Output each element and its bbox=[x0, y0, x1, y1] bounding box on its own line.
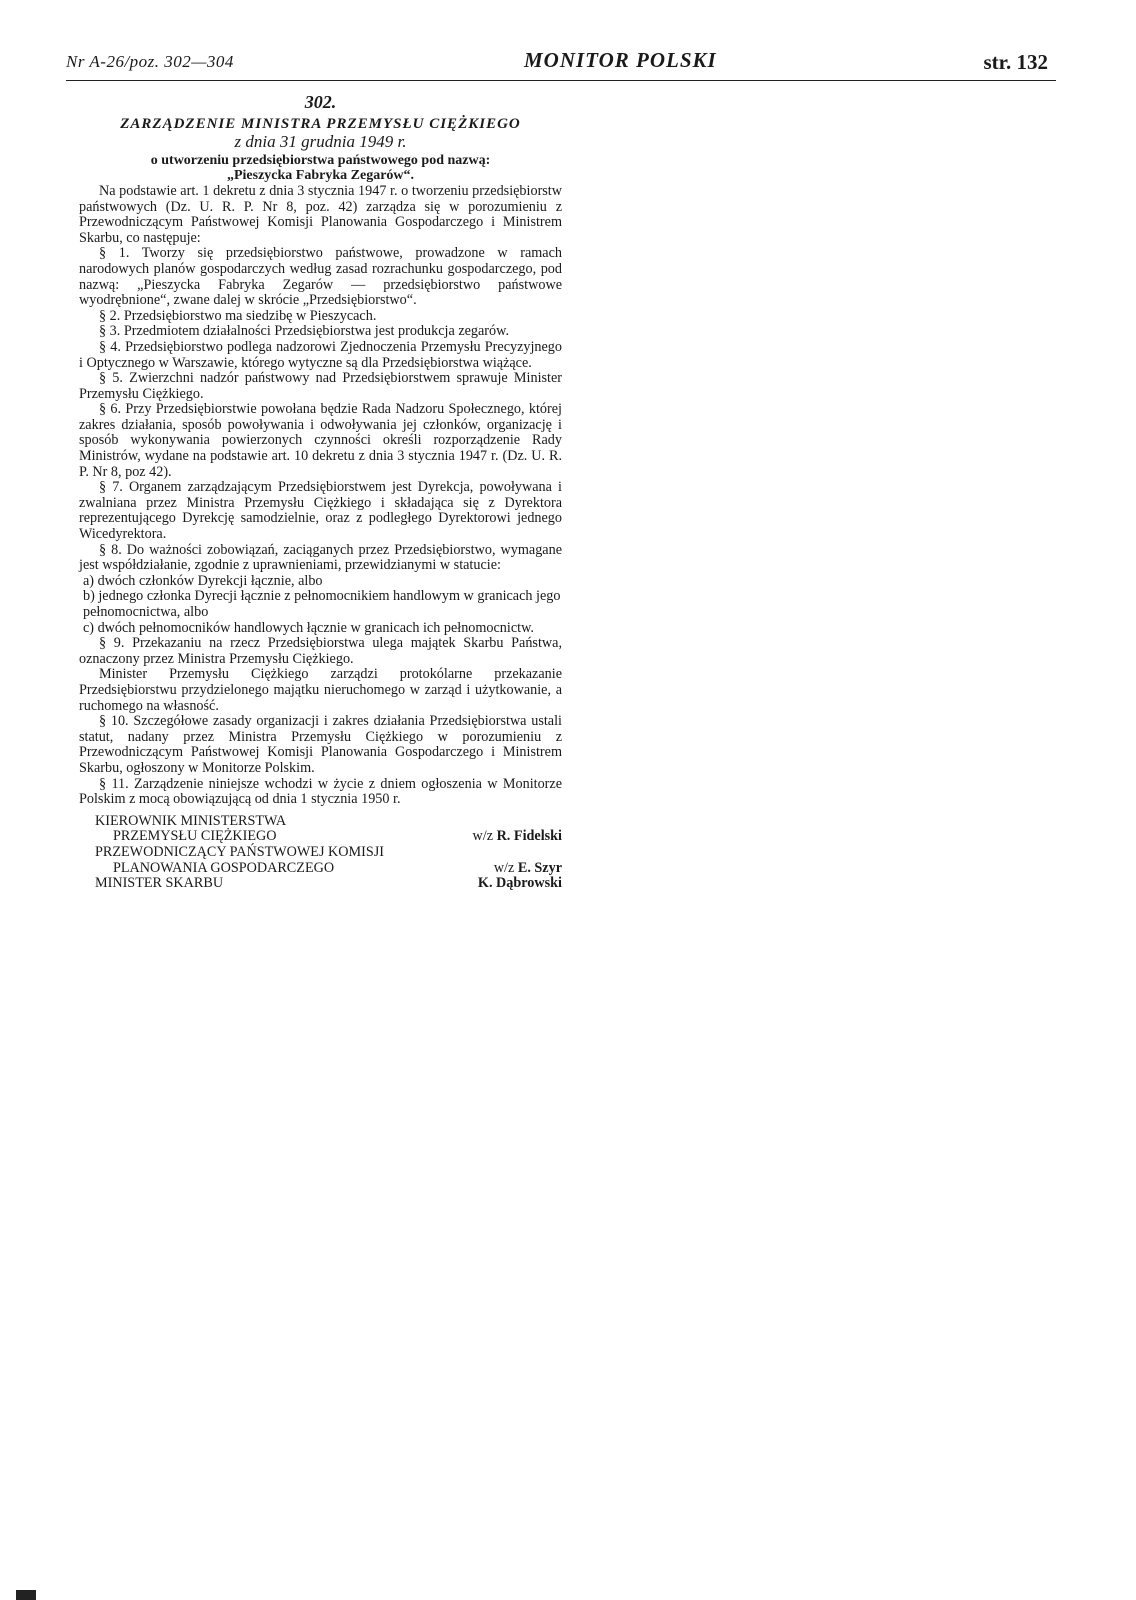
signature-2-row bbox=[79, 861, 562, 877]
paragraph-1: § 1. Tworzy się przedsiębiorstwo państwowe, prowadzone w ramach narodowych planów gospodarczych według zasad rozrachunku gospodarczego, pod nazwą: „Pieszycka Fabryka Zegarów — przedsiębiorstwo państwowe wyodrębnione“, zwane dalej w skrócie „Przedsiębiorstwo“. bbox=[79, 245, 562, 309]
paragraph-9-continued: Minister Przemysłu Ciężkiego zarządzi protokólarne przekazanie Przedsiębiorstwu przydzielonego majątku nieruchomego w zarząd i użytkowanie, a ruchomego na własność. bbox=[79, 666, 562, 714]
page-number: str. 132 bbox=[983, 50, 1048, 74]
paragraph-5: § 5. Zwierzchni nadzór państwowy nad Przedsiębiorstwem sprawuje Minister Przemysłu Ciężkiego. bbox=[79, 370, 562, 402]
signature-1-prefix: w/z bbox=[472, 828, 494, 845]
signature-2-signer bbox=[494, 861, 562, 877]
signatures bbox=[79, 814, 562, 892]
signature-1-signer bbox=[473, 829, 562, 845]
scan-edge-mark bbox=[16, 1590, 36, 1600]
paragraph-4: § 4. Przedsiębiorstwo podlega nadzorowi Zjednoczenia Przemysłu Precyzyjnego i Optycznego w Warszawie, którego wytyczne są dla Przedsiębiorstwa wiążące. bbox=[79, 338, 562, 371]
publication-title: MONITOR POLSKI bbox=[524, 48, 717, 72]
signature-2-name: E. Szyr bbox=[517, 859, 562, 876]
signature-1-name: R. Fidelski bbox=[496, 828, 562, 845]
paragraph-7: § 7. Organem zarządzającym Przedsiębiorstwem jest Dyrekcja, powoływana i zwalniana przez Ministra Przemysłu Ciężkiego i składająca się z Dyrektora reprezentującego Dyrekcję samodzielnie, oraz z podległego Dyrektorowi jednego Wicedyrektora. bbox=[79, 479, 562, 543]
paragraph-3: § 3. Przedmiotem działalności Przedsiębiorstwa jest produkcja zegarów. bbox=[99, 323, 509, 340]
signature-1-row bbox=[79, 829, 562, 845]
paragraph-11: § 11. Zarządzenie niniejsze wchodzi w życie z dniem ogłoszenia w Monitorze Polskim z mocą obowiązującą od dnia 1 stycznia 1950 r. bbox=[79, 775, 562, 808]
document-subject bbox=[79, 153, 562, 184]
subject-line-2: „Pieszycka Fabryka Zegarów“. bbox=[226, 168, 415, 184]
document-date: z dnia 31 grudnia 1949 r. bbox=[234, 132, 407, 152]
document-title: ZARZĄDZENIE MINISTRA PRZEMYSŁU CIĘŻKIEGO bbox=[120, 115, 521, 132]
signature-3-title: MINISTER SKARBU bbox=[95, 875, 224, 892]
document-column bbox=[79, 92, 562, 892]
signature-2-title-line-1: PRZEWODNICZĄCY PAŃSTWOWEJ KOMISJI bbox=[95, 843, 385, 860]
paragraph-2: § 2. Przedsiębiorstwo ma siedzibę w Pieszycach. bbox=[99, 307, 377, 324]
signature-2-prefix: w/z bbox=[493, 859, 515, 876]
signature-2-title-line-2: PLANOWANIA GOSPODARCZEGO bbox=[113, 859, 335, 876]
preamble: Na podstawie art. 1 dekretu z dnia 3 stycznia 1947 r. o tworzeniu przedsiębiorstw państwowych (Dz. U. R. P. Nr 8, poz. 42) zarządza się w porozumieniu z Przewodniczącym Państwowej Komisji Planowania Gospodarczego i Ministrem Skarbu, co następuje: bbox=[79, 182, 562, 246]
subject-line-1: o utworzeniu przedsiębiorstwa państwowego pod nazwą: bbox=[150, 152, 491, 168]
paragraph-6: § 6. Przy Przedsiębiorstwie powołana będzie Rada Nadzoru Społecznego, której zakres działania, sposób powoływania i odwoływania jej członków, organizację i sposób wykonywania powierzonych czynności określi rozporządzenie Rady Ministrów, wydane na podstawie art. 10 dekretu z dnia 3 stycznia 1947 r. (Dz. U. R. P. Nr 8, poz 42). bbox=[79, 401, 562, 480]
paragraph-10: § 10. Szczegółowe zasady organizacji i zakres działania Przedsiębiorstwa ustali statut, nadany przez Ministra Przemysłu Ciężkiego w porozumieniu z Przewodniczącym Państwowej Komisji Planowania Gospodarczego i Ministrem Skarbu, ogłoszony w Monitorze Polskim. bbox=[79, 713, 562, 776]
paragraph-8-item-c: c) dwóch pełnomocników handlowych łącznie w granicach ich pełnomocnictw. bbox=[83, 619, 534, 636]
signature-1-title-line-2: PRZEMYSŁU CIĘŻKIEGO bbox=[113, 828, 277, 845]
issue-reference: Nr A-26/poz. 302—304 bbox=[66, 52, 234, 71]
signature-3-row bbox=[79, 876, 562, 892]
paragraph-8-item-b: b) jednego członka Dyrecji łącznie z pełnomocnikiem handlowym w granicach jego pełnomocnictwa, albo bbox=[83, 588, 561, 620]
paragraph-8: § 8. Do ważności zobowiązań, zaciąganych przez Przedsiębiorstwo, wymagane jest współdziałanie, zgodnie z uprawnieniami, przewidzianymi w statucie: bbox=[79, 541, 562, 574]
signature-1-title-line-1: KIEROWNIK MINISTERSTWA bbox=[95, 812, 287, 829]
paragraph-8-item-a: a) dwóch członków Dyrekcji łącznie, albo bbox=[83, 572, 323, 589]
item-number: 302. bbox=[304, 92, 337, 112]
page-header bbox=[66, 48, 1056, 81]
signature-3-name: K. Dąbrowski bbox=[477, 875, 562, 892]
paragraph-9: § 9. Przekazaniu na rzecz Przedsiębiorstwa ulega majątek Skarbu Państwa, oznaczony przez Ministra Przemysłu Ciężkiego. bbox=[79, 635, 562, 667]
